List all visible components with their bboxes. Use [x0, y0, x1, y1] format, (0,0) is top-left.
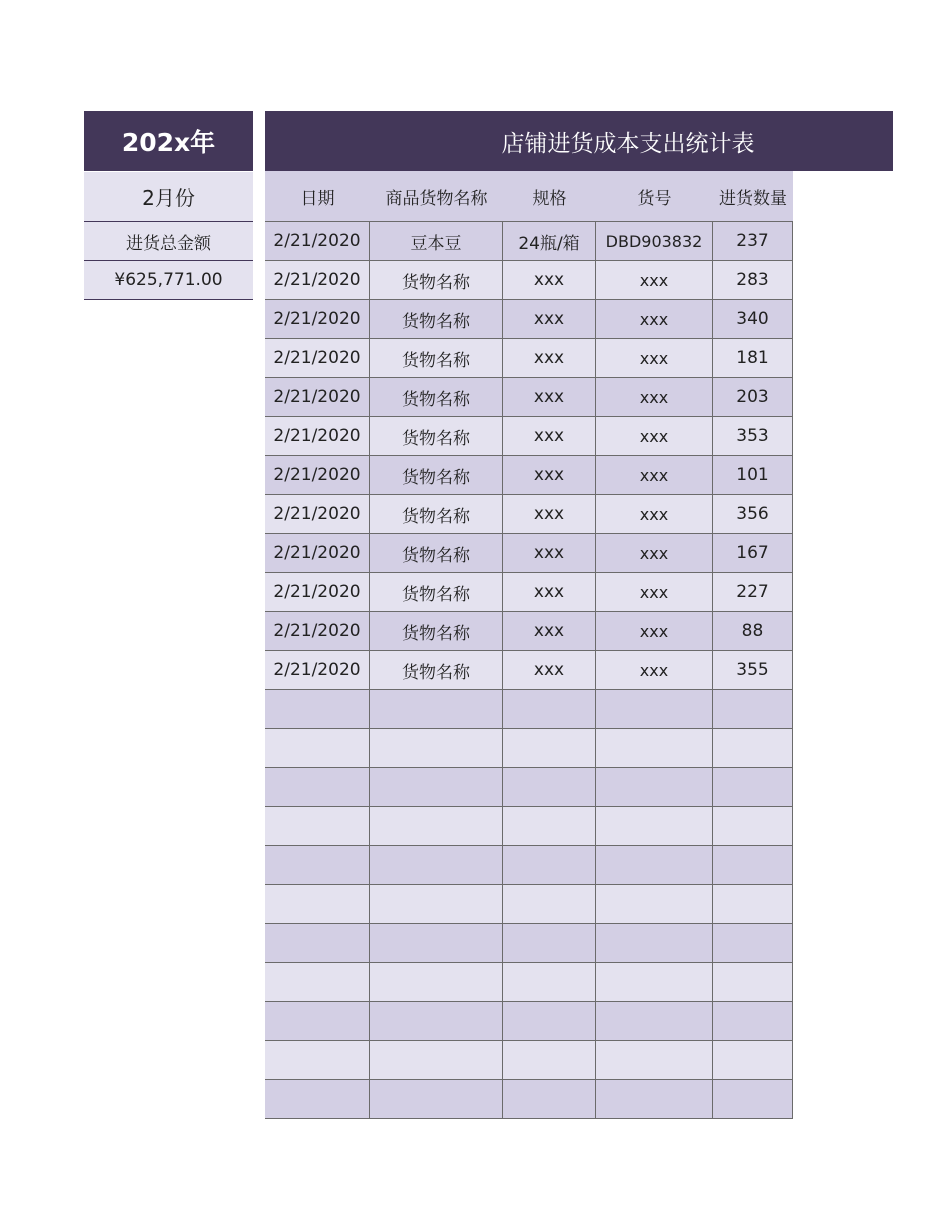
spec-cell[interactable] — [503, 885, 596, 923]
product-name-cell[interactable]: 货物名称 — [370, 651, 503, 689]
sheet-title-bar — [265, 111, 893, 171]
spec-cell[interactable]: xxx — [503, 651, 596, 689]
table-row — [265, 338, 793, 377]
table-row — [265, 962, 793, 1001]
spec-cell[interactable] — [503, 1080, 596, 1118]
item-number-cell[interactable]: xxx — [596, 612, 713, 650]
purchase-table — [265, 221, 793, 1119]
product-name-cell[interactable] — [370, 729, 503, 767]
spec-cell[interactable]: xxx — [503, 573, 596, 611]
item-number-cell[interactable] — [596, 729, 713, 767]
spec-cell[interactable] — [503, 1041, 596, 1079]
table-row — [265, 260, 793, 299]
product-name-cell[interactable]: 货物名称 — [370, 495, 503, 533]
item-number-cell[interactable] — [596, 885, 713, 923]
table-row — [265, 1040, 793, 1079]
column-header-item-number: 货号 — [637, 188, 672, 209]
spec-cell[interactable]: xxx — [503, 534, 596, 572]
date-cell[interactable]: 2/21/2020 — [265, 651, 370, 689]
item-number-cell[interactable]: xxx — [596, 534, 713, 572]
date-cell[interactable] — [265, 1080, 370, 1118]
table-row — [265, 650, 793, 689]
date-cell[interactable] — [265, 1002, 370, 1040]
quantity-cell[interactable]: 101 — [713, 456, 793, 494]
spec-cell[interactable] — [503, 846, 596, 884]
quantity-cell[interactable] — [713, 729, 793, 767]
month-label: 2月份 — [84, 172, 253, 222]
spec-cell[interactable]: xxx — [503, 612, 596, 650]
table-row — [265, 377, 793, 416]
item-number-cell[interactable]: xxx — [596, 456, 713, 494]
item-number-cell[interactable] — [596, 690, 713, 728]
quantity-cell[interactable] — [713, 924, 793, 962]
date-cell[interactable] — [265, 1041, 370, 1079]
table-row — [265, 494, 793, 533]
quantity-cell[interactable]: 203 — [713, 378, 793, 416]
sheet-title: 店铺进货成本支出统计表 — [501, 130, 755, 157]
product-name-cell[interactable]: 豆本豆 — [370, 222, 503, 260]
date-cell[interactable] — [265, 924, 370, 962]
spec-cell[interactable]: xxx — [503, 495, 596, 533]
date-cell[interactable]: 2/21/2020 — [265, 261, 370, 299]
date-cell[interactable] — [265, 846, 370, 884]
product-name-cell[interactable] — [370, 924, 503, 962]
date-cell[interactable]: 2/21/2020 — [265, 339, 370, 377]
quantity-cell[interactable]: 340 — [713, 300, 793, 338]
product-name-cell[interactable] — [370, 1080, 503, 1118]
item-number-cell[interactable] — [596, 963, 713, 1001]
spec-cell[interactable]: xxx — [503, 378, 596, 416]
date-cell[interactable] — [265, 690, 370, 728]
spec-cell[interactable] — [503, 729, 596, 767]
table-row — [265, 689, 793, 728]
product-name-cell[interactable]: 货物名称 — [370, 534, 503, 572]
table-row — [265, 611, 793, 650]
item-number-cell[interactable] — [596, 1041, 713, 1079]
item-number-cell[interactable]: xxx — [596, 300, 713, 338]
spec-cell[interactable] — [503, 807, 596, 845]
product-name-cell[interactable]: 货物名称 — [370, 339, 503, 377]
item-number-cell[interactable]: xxx — [596, 339, 713, 377]
product-name-cell[interactable]: 货物名称 — [370, 300, 503, 338]
table-row — [265, 1079, 793, 1118]
table-row — [265, 299, 793, 338]
product-name-cell[interactable] — [370, 885, 503, 923]
item-number-cell[interactable]: xxx — [596, 651, 713, 689]
product-name-cell[interactable] — [370, 768, 503, 806]
quantity-cell[interactable] — [713, 1080, 793, 1118]
quantity-cell[interactable]: 227 — [713, 573, 793, 611]
quantity-cell[interactable] — [713, 885, 793, 923]
summary-panel — [84, 111, 253, 300]
date-cell[interactable] — [265, 768, 370, 806]
spec-cell[interactable] — [503, 1002, 596, 1040]
spec-cell[interactable]: xxx — [503, 261, 596, 299]
date-cell[interactable]: 2/21/2020 — [265, 300, 370, 338]
item-number-cell[interactable]: xxx — [596, 261, 713, 299]
quantity-cell[interactable] — [713, 768, 793, 806]
quantity-cell[interactable]: 283 — [713, 261, 793, 299]
item-number-cell[interactable] — [596, 768, 713, 806]
product-name-cell[interactable] — [370, 807, 503, 845]
date-cell[interactable] — [265, 963, 370, 1001]
item-number-cell[interactable]: xxx — [596, 417, 713, 455]
table-row — [265, 728, 793, 767]
year-label: 202x年 — [84, 111, 253, 171]
product-name-cell[interactable]: 货物名称 — [370, 456, 503, 494]
product-name-cell[interactable] — [370, 846, 503, 884]
spec-cell[interactable]: xxx — [503, 339, 596, 377]
quantity-cell[interactable]: 356 — [713, 495, 793, 533]
item-number-cell[interactable] — [596, 807, 713, 845]
spec-cell[interactable]: xxx — [503, 300, 596, 338]
spec-cell[interactable]: xxx — [503, 456, 596, 494]
spec-cell[interactable] — [503, 963, 596, 1001]
table-row — [265, 416, 793, 455]
product-name-cell[interactable] — [370, 1002, 503, 1040]
table-row — [265, 1001, 793, 1040]
column-header-spec: 规格 — [532, 188, 567, 209]
date-cell[interactable]: 2/21/2020 — [265, 378, 370, 416]
quantity-cell[interactable] — [713, 1002, 793, 1040]
quantity-cell[interactable]: 237 — [713, 222, 793, 260]
item-number-cell[interactable] — [596, 1080, 713, 1118]
product-name-cell[interactable]: 货物名称 — [370, 573, 503, 611]
date-cell[interactable]: 2/21/2020 — [265, 222, 370, 260]
table-header — [265, 171, 793, 221]
quantity-cell[interactable] — [713, 690, 793, 728]
table-row — [265, 806, 793, 845]
spec-cell[interactable] — [503, 768, 596, 806]
column-header-date: 日期 — [300, 188, 335, 209]
product-name-cell[interactable]: 货物名称 — [370, 417, 503, 455]
product-name-cell[interactable] — [370, 1041, 503, 1079]
table-row — [265, 884, 793, 923]
item-number-cell[interactable]: xxx — [596, 378, 713, 416]
spec-cell[interactable] — [503, 924, 596, 962]
date-cell[interactable]: 2/21/2020 — [265, 612, 370, 650]
item-number-cell[interactable]: xxx — [596, 495, 713, 533]
item-number-cell[interactable]: DBD903832 — [596, 222, 713, 260]
quantity-cell[interactable]: 353 — [713, 417, 793, 455]
item-number-cell[interactable] — [596, 846, 713, 884]
item-number-cell[interactable] — [596, 924, 713, 962]
spec-cell[interactable]: xxx — [503, 417, 596, 455]
table-row — [265, 455, 793, 494]
table-row — [265, 572, 793, 611]
quantity-cell[interactable]: 167 — [713, 534, 793, 572]
spec-cell[interactable]: 24瓶/箱 — [503, 222, 596, 260]
date-cell[interactable]: 2/21/2020 — [265, 573, 370, 611]
product-name-cell[interactable]: 货物名称 — [370, 261, 503, 299]
product-name-cell[interactable]: 货物名称 — [370, 612, 503, 650]
product-name-cell[interactable] — [370, 963, 503, 1001]
table-row — [265, 845, 793, 884]
date-cell[interactable] — [265, 729, 370, 767]
table-row — [265, 923, 793, 962]
date-cell[interactable] — [265, 885, 370, 923]
item-number-cell[interactable] — [596, 1002, 713, 1040]
total-amount-value: ¥625,771.00 — [84, 261, 253, 300]
product-name-cell[interactable] — [370, 690, 503, 728]
product-name-cell[interactable]: 货物名称 — [370, 378, 503, 416]
quantity-cell[interactable] — [713, 1041, 793, 1079]
quantity-cell[interactable]: 355 — [713, 651, 793, 689]
column-header-product-name: 商品货物名称 — [385, 188, 488, 209]
column-header-quantity: 进货数量 — [719, 188, 787, 209]
quantity-cell[interactable] — [713, 963, 793, 1001]
date-cell[interactable] — [265, 807, 370, 845]
quantity-cell[interactable] — [713, 846, 793, 884]
quantity-cell[interactable]: 181 — [713, 339, 793, 377]
quantity-cell[interactable] — [713, 807, 793, 845]
table-row — [265, 767, 793, 806]
item-number-cell[interactable]: xxx — [596, 573, 713, 611]
table-row — [265, 221, 793, 260]
date-cell[interactable]: 2/21/2020 — [265, 495, 370, 533]
date-cell[interactable]: 2/21/2020 — [265, 534, 370, 572]
date-cell[interactable]: 2/21/2020 — [265, 417, 370, 455]
spec-cell[interactable] — [503, 690, 596, 728]
table-row — [265, 533, 793, 572]
total-amount-label: 进货总金额 — [84, 222, 253, 261]
date-cell[interactable]: 2/21/2020 — [265, 456, 370, 494]
quantity-cell[interactable]: 88 — [713, 612, 793, 650]
